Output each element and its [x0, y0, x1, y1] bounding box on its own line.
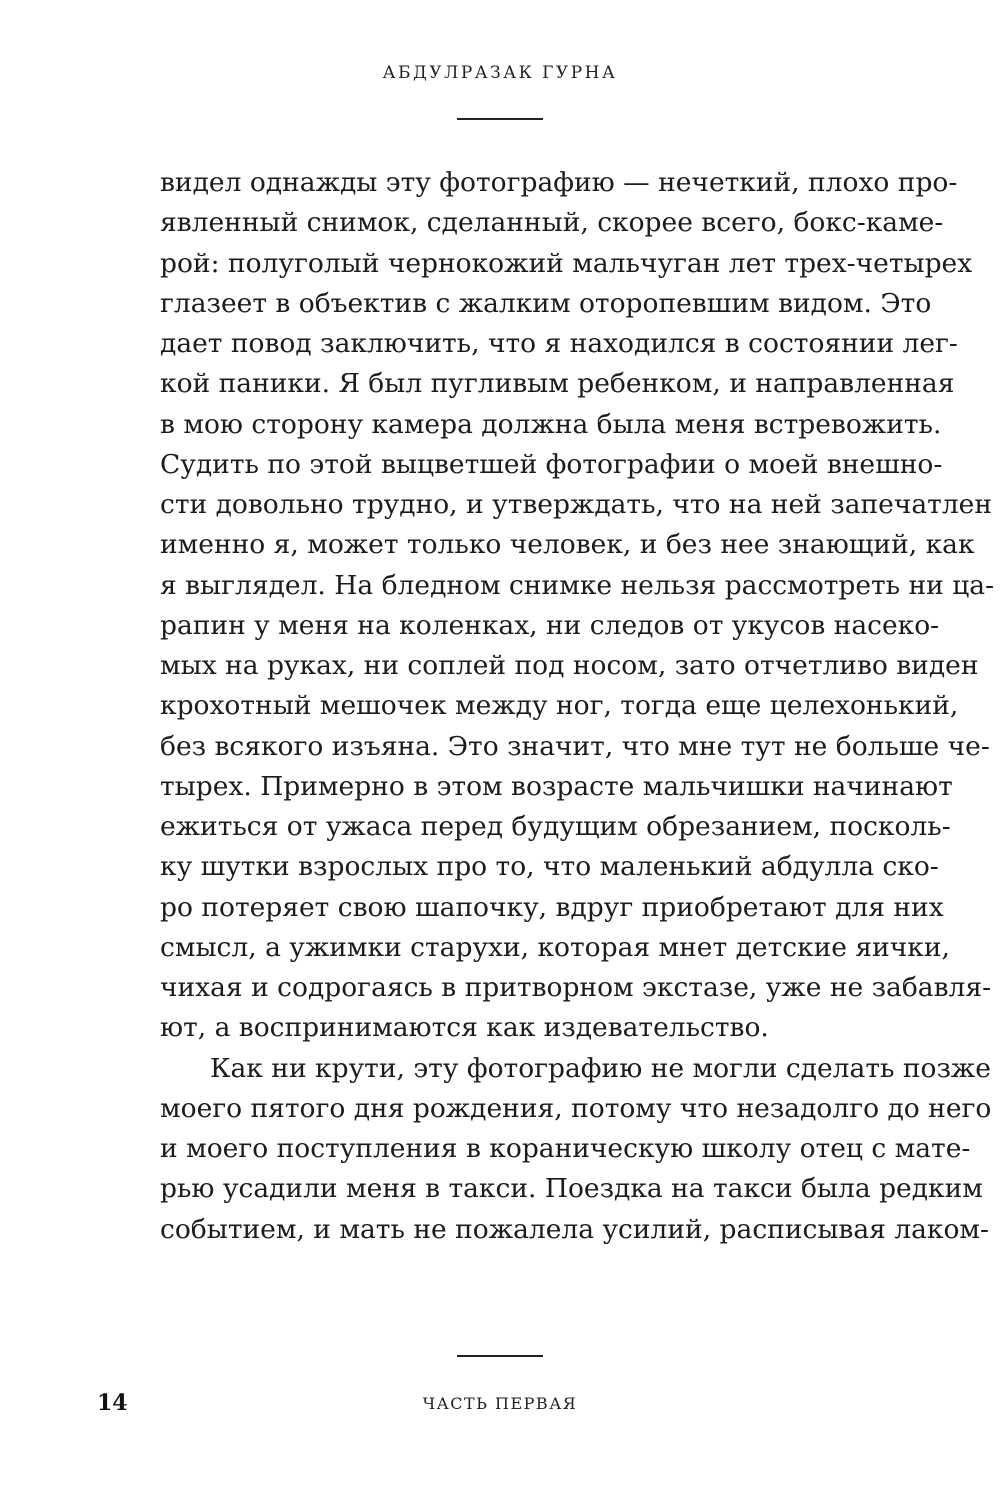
body-text: [160, 163, 995, 1250]
text-line: рой: полуголый чернокожий мальчуган лет трех-четырех: [160, 247, 973, 279]
text-line: Как ни крути, эту фотографию не могли сделать позже: [210, 1052, 991, 1084]
section-title: ЧАСТЬ ПЕРВАЯ: [422, 1394, 578, 1413]
header-rule: [457, 118, 543, 120]
text-line: кой паники. Я был пугливым ребенком, и направленная: [160, 368, 955, 400]
text-line: событием, и мать не пожалела усилий, расписывая лаком-: [160, 1213, 989, 1245]
text-line: тырех. Примерно в этом возрасте мальчишки начинают: [160, 770, 953, 802]
running-head: АБДУЛРАЗАК ГУРНА: [382, 63, 618, 83]
text-line: дает повод заключить, что я находился в состоянии лег-: [160, 328, 958, 359]
text-line: мых на руках, ни соплей под носом, зато отчетливо виден: [160, 650, 979, 681]
text-line: я выглядел. На бледном снимке нельзя рассмотреть ни ца-: [160, 569, 995, 601]
text-line: ку шутки взрослых про то, что маленький абдулла ско-: [160, 851, 939, 883]
text-line: и моего поступления в кораническую школу отец с мате-: [160, 1133, 971, 1164]
text-line: крохотный мешочек между ног, тогда еще целехонький,: [160, 690, 959, 722]
footer-rule: [457, 1355, 543, 1357]
text-line: моего пятого дня рождения, потому что незадолго до него: [160, 1092, 992, 1124]
text-line: рапин у меня на коленках, ни следов от укусов насеко-: [160, 609, 940, 641]
text-line: ют, а воспринимаются как издевательство.: [160, 1012, 769, 1044]
text-line: явленный снимок, сделанный, скорее всего, бокс-каме-: [160, 207, 944, 239]
text-line: глазеет в объектив с жалким оторопевшим видом. Это: [160, 287, 932, 319]
text-line: чихая и содрогаясь в притворном экстазе, уже не забавля-: [160, 972, 992, 1003]
text-line: смысл, а ужимки старухи, которая мнет детские яички,: [160, 931, 950, 963]
text-line: ро потеряет свою шапочку, вдруг приобретают для них: [160, 891, 944, 923]
text-line: ежиться от ужаса перед будущим обрезанием, посколь-: [160, 811, 951, 842]
text-line: в мою сторону камера должна была меня встревожить.: [160, 408, 942, 440]
text-line: видел однажды эту фотографию — нечеткий, плохо про-: [160, 167, 958, 198]
page-number: 14: [97, 1390, 128, 1416]
text-line: сти довольно трудно, и утверждать, что на ней запечатлен: [160, 489, 992, 520]
text-line: Судить по этой выцветшей фотографии о моей внешно-: [160, 448, 943, 480]
text-line: именно я, может только человек, и без нее знающий, как: [160, 529, 975, 561]
text-line: без всякого изъяна. Это значит, что мне тут не больше че-: [160, 730, 990, 762]
text-line: рью усадили меня в такси. Поездка на такси была редким: [160, 1173, 983, 1205]
